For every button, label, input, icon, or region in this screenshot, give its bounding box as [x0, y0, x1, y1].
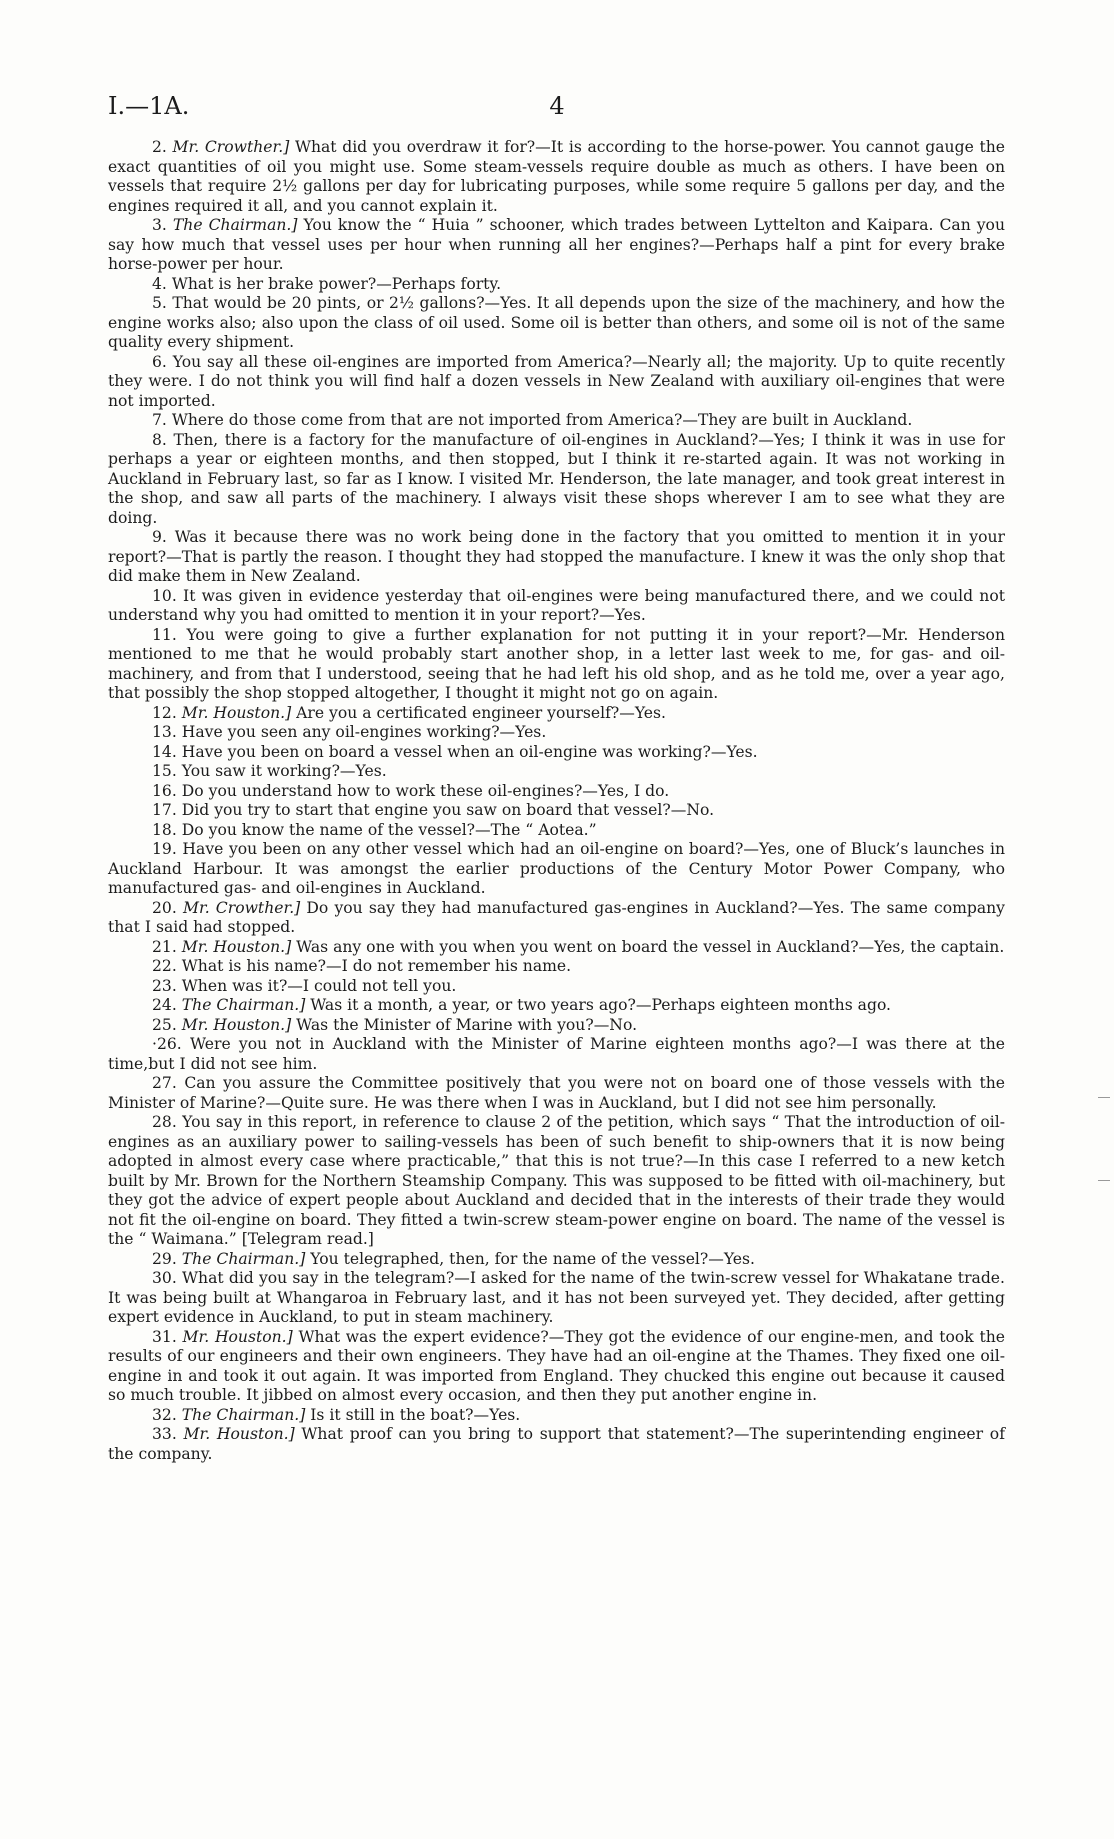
question-number: 4.	[152, 274, 167, 293]
speaker-label: The Chairman.]	[181, 1249, 306, 1268]
question-number: 7.	[152, 411, 167, 429]
qa-text: Have you been on board a vessel when an oil-engine was working?—Yes.	[181, 742, 758, 761]
evidence-body	[108, 138, 1005, 1464]
qa-paragraph	[108, 1269, 1005, 1328]
margin-mark	[1098, 1097, 1110, 1098]
qa-text: Do you understand how to work these oil-engines?—Yes, I do.	[181, 781, 670, 800]
qa-paragraph	[108, 1250, 1005, 1270]
qa-text: When was it?—I could not tell you.	[181, 976, 457, 995]
qa-paragraph	[108, 996, 1005, 1016]
question-number: 3.	[152, 216, 167, 234]
qa-text: You say all these oil-engines are imported from America?—Nearly all; the majority. Up to quite recently they were. I do not think you will find half a dozen vessels in New Zealand with auxiliary oil-engines that were not imported.	[108, 352, 1005, 410]
qa-paragraph	[108, 899, 1005, 938]
page-header	[108, 92, 1006, 122]
question-number: 8.	[152, 430, 167, 449]
question-number: 13.	[152, 723, 177, 741]
qa-paragraph	[108, 353, 1005, 412]
speaker-label: Mr. Houston.]	[181, 937, 292, 956]
qa-text: What is his name?—I do not remember his name.	[181, 957, 572, 975]
question-number: 19.	[152, 840, 177, 858]
page-number: 4	[549, 92, 565, 120]
question-number: 16.	[152, 781, 177, 800]
question-number: 27.	[152, 1074, 177, 1092]
speaker-label: Mr. Houston.]	[183, 1425, 295, 1443]
qa-text: Do you know the name of the vessel?—The “ Aotea.”	[181, 820, 597, 839]
question-number: 30.	[152, 1269, 177, 1287]
qa-text: Have you been on any other vessel which had an oil-engine on board?—Yes, one of Bluck’s launches in Auckland Harbour. It was amongst the earlier productions of the Century Motor Power Company, who manufactured gas- and oil-engines in Auckland.	[108, 840, 1005, 897]
qa-text: What was the expert evidence?—They got the evidence of our engine-men, and took the results of our engineers and their own engineers. They have had an oil-engine at the Thames. They fixed one oil-engine in and took it out again. It was imported from England. They chucked this engine out because it caused so much trouble. It jibbed on almost every occasion, and then they put another engine in.	[108, 1327, 1005, 1404]
qa-text: Can you assure the Committee positively that you were not on board one of those vessels with the Minister of Marine?—Quite sure. He was there when I was in Auckland, but I did not see him personally.	[108, 1074, 1005, 1112]
qa-text: Have you seen any oil-engines working?—Yes.	[181, 723, 547, 741]
qa-paragraph	[108, 801, 1005, 821]
question-number: 21.	[152, 937, 177, 956]
speaker-label: The Chairman.]	[181, 1405, 306, 1424]
qa-paragraph	[108, 977, 1005, 997]
speaker-label: Mr. Houston.]	[181, 703, 292, 722]
qa-text: Is it still in the boat?—Yes.	[305, 1405, 521, 1424]
question-number: 12.	[152, 703, 177, 722]
document-reference: I.—1A.	[108, 92, 190, 120]
qa-text: Was it because there was no work being done in the factory that you omitted to mention it in your report?—That is partly the reason. I thought they had stopped the manufacture. I knew it was the only shop that did make them in New Zealand.	[108, 528, 1005, 585]
qa-text: You say in this report, in reference to clause 2 of the petition, which says “ That the introduction of oil-engines as an auxiliary power to sailing-vessels has been of such benefit to ship-owners that it is now being adopted in almost every case where practicable,” that this is not true?—In this case I referred to a new ketch built by Mr. Brown for the Northern Steamship Company. This was supposed to be fitted with oil-machinery, but they got the advice of expert people about Auckland and decided that in the interests of their trade they would not fit the oil-engine on board. They fitted a twin-screw steam-power engine on board. The name of the vessel is the “ Waimana.” [Telegram read.]	[108, 1113, 1005, 1248]
question-number: 20.	[152, 898, 177, 917]
question-number: 2.	[152, 138, 167, 156]
qa-paragraph	[108, 743, 1005, 763]
qa-text: Was it a month, a year, or two years ago?—Perhaps eighteen months ago.	[305, 996, 892, 1014]
qa-text: You telegraphed, then, for the name of the vessel?—Yes.	[305, 1249, 755, 1268]
question-number: 29.	[152, 1249, 177, 1268]
qa-paragraph	[108, 626, 1005, 704]
qa-text: What did you overdraw it for?—It is according to the horse-power. You cannot gauge the exact quantities of oil you might use. Some steam-vessels require double as much as others. I have been on vessels that require 2½ gallons per day for lubricating purposes, while some require 5 gallons per day, and the engines required it all, and you cannot explain it.	[108, 138, 1005, 215]
qa-paragraph	[108, 782, 1005, 802]
margin-mark	[1098, 1180, 1110, 1181]
qa-paragraph	[108, 1425, 1005, 1464]
question-number: 31.	[152, 1327, 177, 1346]
qa-paragraph	[108, 840, 1005, 899]
question-number: 23.	[152, 976, 177, 995]
qa-paragraph	[108, 528, 1005, 587]
question-number: 33.	[152, 1425, 177, 1443]
qa-paragraph	[108, 1035, 1005, 1074]
qa-text: Was the Minister of Marine with you?—No.	[291, 1015, 638, 1034]
question-number: 6.	[152, 352, 167, 371]
qa-text: You know the “ Huia ” schooner, which trades between Lyttelton and Kaipara. Can you say how much that vessel uses per hour when running all her engines?—Perhaps half a pint for every brake horse-power per hour.	[108, 216, 1005, 273]
qa-text: Was any one with you when you went on board the vessel in Auckland?—Yes, the captain.	[291, 937, 1005, 956]
qa-paragraph	[108, 138, 1005, 216]
question-number: 14.	[152, 742, 177, 761]
qa-text: You were going to give a further explanation for not putting it in your report?—Mr. Henderson mentioned to me that he would probably start another shop, in a letter last week to me, for gas- and oil-machinery, and from that I understood, seeing that he had left his old shop, and as he told me, over a year ago, that possibly the shop stopped altogether, I thought it might not go on again.	[108, 625, 1005, 702]
question-number: 25.	[152, 1015, 177, 1034]
speaker-label: Mr. Houston.]	[182, 1327, 293, 1346]
qa-text: Did you try to start that engine you saw on board that vessel?—No.	[181, 801, 715, 819]
qa-paragraph	[108, 431, 1005, 529]
qa-text: What did you say in the telegram?—I asked for the name of the twin-screw vessel for Whakatane trade. It was being built at Whangaroa in February last, and it has not been surveyed yet. They decided, after getting expert evidence in Auckland, to put in steam machinery.	[108, 1269, 1005, 1326]
qa-paragraph	[108, 587, 1005, 626]
question-number: 15.	[152, 762, 177, 780]
question-number: 32.	[152, 1405, 177, 1424]
qa-paragraph	[108, 1328, 1005, 1406]
question-number: 5.	[152, 294, 167, 312]
question-number: 18.	[152, 820, 177, 839]
qa-text: That would be 20 pints, or 2½ gallons?—Yes. It all depends upon the size of the machinery, and how the engine works also; also upon the class of oil used. Some oil is better than others, and some oil is not of the same quality every shipment.	[108, 294, 1005, 351]
qa-text: It was given in evidence yesterday that oil-engines were being manufactured there, and we could not understand why you had omitted to mention it in your report?—Yes.	[108, 586, 1005, 624]
qa-paragraph	[108, 1113, 1005, 1250]
qa-paragraph	[108, 1406, 1005, 1426]
qa-paragraph	[108, 957, 1005, 977]
qa-paragraph	[108, 1016, 1005, 1036]
qa-paragraph	[108, 723, 1005, 743]
qa-text: Where do those come from that are not imported from America?—They are built in Auckland.	[171, 411, 913, 429]
qa-text: Are you a certificated engineer yourself?—Yes.	[291, 703, 666, 722]
qa-paragraph	[108, 411, 1005, 431]
speaker-label: Mr. Crowther.]	[182, 898, 301, 917]
qa-paragraph	[108, 1074, 1005, 1113]
qa-paragraph	[108, 938, 1005, 958]
qa-paragraph	[108, 821, 1005, 841]
qa-paragraph	[108, 704, 1005, 724]
qa-text: Do you say they had manufactured gas-engines in Auckland?—Yes. The same company that I said had stopped.	[108, 898, 1005, 936]
qa-text: You saw it working?—Yes.	[181, 762, 387, 780]
question-number: 24.	[152, 996, 177, 1014]
question-number: 22.	[152, 957, 177, 975]
qa-text: What is her brake power?—Perhaps forty.	[171, 274, 502, 293]
question-number: 10.	[152, 586, 177, 605]
question-number: 28.	[152, 1113, 177, 1131]
qa-paragraph	[108, 216, 1005, 275]
question-number: 17.	[152, 801, 177, 819]
qa-paragraph	[108, 294, 1005, 353]
qa-paragraph	[108, 762, 1005, 782]
question-number: 11.	[152, 625, 177, 644]
speaker-label: Mr. Crowther.]	[172, 138, 290, 156]
speaker-label: The Chairman.]	[181, 996, 306, 1014]
qa-text: Were you not in Auckland with the Minister of Marine eighteen months ago?—I was there at the time,but I did not see him.	[108, 1035, 1005, 1073]
qa-paragraph	[108, 275, 1005, 295]
question-number: 9.	[152, 528, 167, 546]
speaker-label: Mr. Houston.]	[181, 1015, 292, 1034]
qa-text: What proof can you bring to support that statement?—The superintending engineer of the company.	[108, 1425, 1005, 1463]
question-number: ·26.	[152, 1035, 182, 1053]
speaker-label: The Chairman.]	[172, 216, 298, 234]
qa-text: Then, there is a factory for the manufacture of oil-engines in Auckland?—Yes; I think it was in use for perhaps a year or eighteen months, and then stopped, but I think it re-started again. It was not working in Auckland in February last, so far as I know. I visited Mr. Henderson, the late manager, and took great interest in the shop, and saw all parts of the machinery. I always visit these shops wherever I am to see what they are doing.	[108, 430, 1005, 527]
